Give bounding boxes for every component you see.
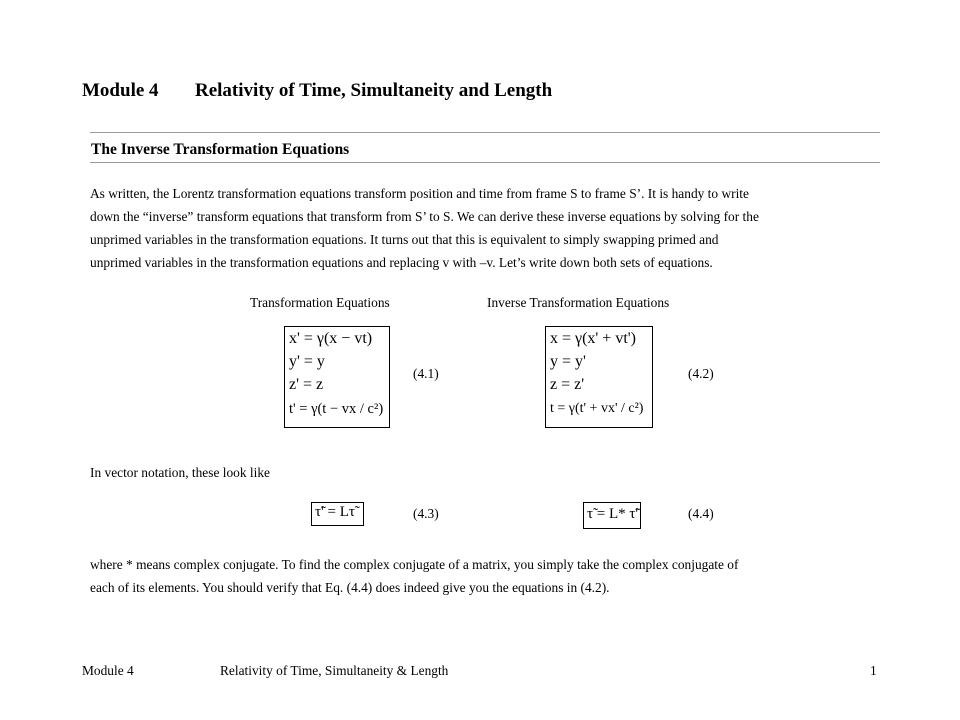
closing-line: each of its elements. You should verify that Eq. (4.4) does indeed give you the equations in (4.2).	[90, 580, 610, 595]
transformation-equations-box	[284, 326, 390, 428]
inverse-header: Inverse Transformation Equations	[487, 295, 670, 310]
equation-number: (4.4)	[688, 506, 714, 521]
section-title: The Inverse Transformation Equations	[91, 141, 350, 158]
eq-line: t' = γ(t − vx / c²)	[289, 401, 384, 417]
title-text: Relativity of Time, Simultaneity and Length	[195, 80, 553, 101]
transformation-header: Transformation Equations	[250, 295, 390, 310]
equation-number: (4.1)	[413, 366, 439, 381]
footer-module: Module 4	[82, 663, 134, 678]
eq-line: y' = y	[289, 353, 325, 370]
inverse-vector-equation-box	[583, 502, 641, 529]
vector-equation: τ̃' = Lτ̃	[315, 504, 355, 520]
equation-number: (4.3)	[413, 506, 439, 521]
intro-paragraph	[90, 182, 885, 274]
closing-paragraph	[90, 553, 738, 599]
section-top-rule	[90, 132, 880, 133]
intro-line: unprimed variables in the transformation equations. It turns out that this is equivalent to simply swapping primed and	[90, 232, 719, 247]
eq-line: z = z'	[550, 376, 585, 393]
title-module: Module 4	[82, 80, 159, 101]
eq-line: y = y'	[550, 353, 586, 370]
eq-line: z' = z	[289, 376, 324, 393]
intro-line: unprimed variables in the transformation equations and replacing v with –v. Let’s write down both sets of equations.	[90, 255, 713, 270]
eq-line: x' = γ(x − vt)	[289, 330, 373, 347]
vector-intro: In vector notation, these look like	[90, 465, 270, 480]
page-number: 1	[870, 663, 877, 678]
page-title	[82, 80, 552, 102]
inverse-equations-box	[545, 326, 653, 428]
intro-line: down the “inverse” transform equations that transform from S’ to S. We can derive these inverse equations by solving for the	[90, 209, 759, 224]
eq-line: x = γ(x' + vt')	[550, 330, 636, 347]
equation-number: (4.2)	[688, 366, 714, 381]
closing-line: where * means complex conjugate. To find the complex conjugate of a matrix, you simply take the complex conjugate of	[90, 557, 739, 572]
intro-line: As written, the Lorentz transformation equations transform position and time from frame S to frame S’. It is handy to write	[90, 186, 749, 201]
vector-equation: τ̃ = L* τ̃'	[587, 506, 639, 522]
eq-line: t = γ(t' + vx' / c²)	[550, 401, 644, 416]
footer-title: Relativity of Time, Simultaneity & Length	[220, 663, 449, 678]
section-bottom-rule	[90, 162, 880, 163]
vector-equation-box	[311, 502, 364, 526]
